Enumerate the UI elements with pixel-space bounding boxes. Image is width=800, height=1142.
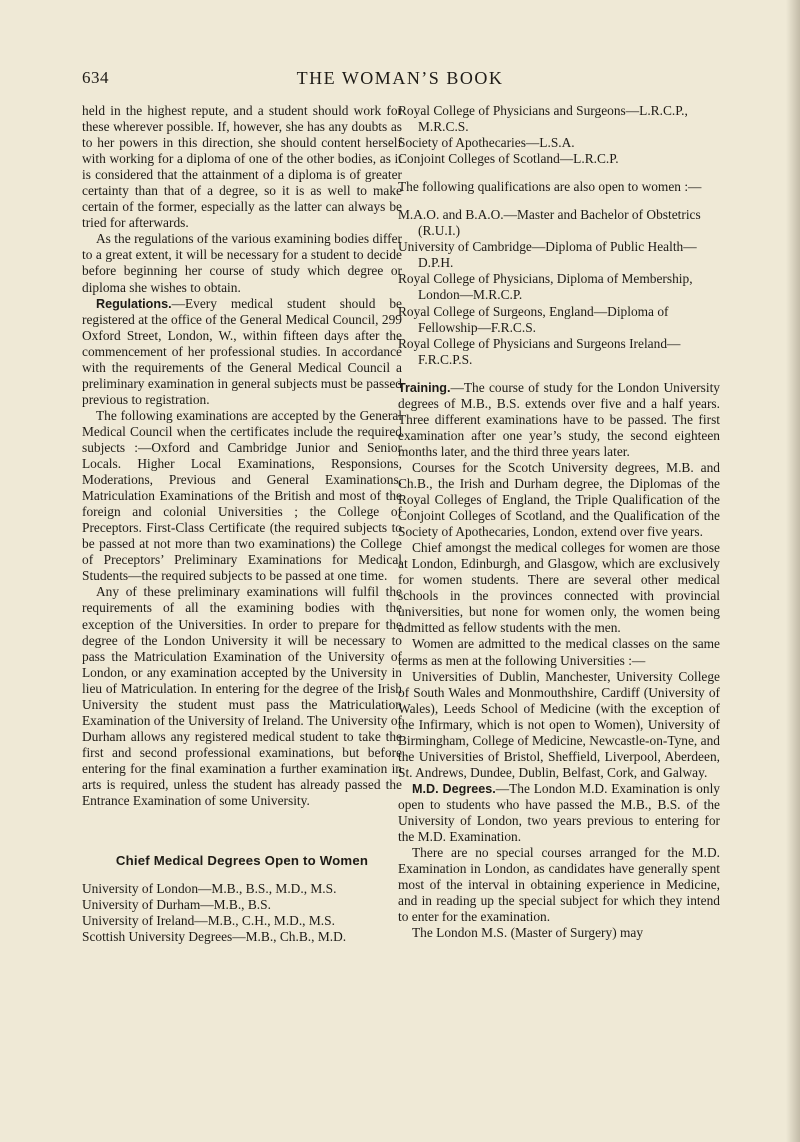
paragraph: As the regulations of the various examining bodies differ to a great extent, it will be necessary for a student to decide before beginning her course of study which degree or diploma she wishes to obtain. bbox=[82, 231, 402, 295]
page-edge-shadow bbox=[786, 0, 800, 1142]
diploma-item: Conjoint Colleges of Scotland—L.R.C.P. bbox=[398, 151, 619, 167]
paragraph-text: —The course of study for the London University degrees of M.B., B.S. extends over five and a half years. Three different examinations have to be passed. The first examination after one year’s study, the second eighteen months later, and the third three years later. bbox=[398, 379, 720, 459]
section-heading: Chief Medical Degrees Open to Women bbox=[115, 853, 369, 869]
page-header bbox=[0, 68, 800, 92]
paragraph: There are no special courses arranged for the M.D. Examination in London, as candidates have generally spent most of the interval in obtaining experience in Medicine, and in reading up the special subject for which they intend to enter for the examination. bbox=[398, 845, 720, 925]
paragraph-training bbox=[398, 380, 720, 460]
degree-item: University of London—M.B., B.S., M.D., M.S. bbox=[82, 881, 337, 897]
paragraph: Universities of Dublin, Manchester, University College of South Wales and Monmouthshire, Cardiff (University of Wales), Leeds School of Medicine (with the exception of the Infirmary, which is not open to Women), University of Birmingham, College of Medicine, Newcastle-on-Tyne, and the Universities of Bristol, Sheffield, Liverpool, Aberdeen, St. Andrews, Dundee, Dublin, Belfast, Cork, and Galway. bbox=[398, 668, 720, 780]
degree-item: University of Durham—M.B., B.S. bbox=[82, 897, 271, 913]
paragraph: The following qualifications are also open to women :— bbox=[398, 179, 702, 195]
paragraph-text: —Every medical student should be registered at the office of the General Medical Council, 299 Oxford Street, London, W., within fifteen days after the commencement of her professional studies. In accordance with the requirements of the General Medical Council a preliminary examination in general subjects must be passed previous to registration. bbox=[82, 295, 402, 407]
degree-item: University of Ireland—M.B., C.H., M.D., M.S. bbox=[82, 913, 335, 929]
paragraph: Any of these preliminary examinations will fulfil the requirements of all the examining bodies with the exception of the Universities. In order to prepare for the degree of the London University it will be necessary to pass the Matriculation Examination of the University of London, or any examination accepted by the University in lieu of Matriculation. In entering for the degree of the Irish University the student must pass the Matriculation Examination of the University of Ireland. The University of Durham allows any registered medical student to take the first and second professional examinations, but before entering for the final examination a further examination in arts is required, unless the student has already passed the Entrance Examination of some University. bbox=[82, 584, 402, 809]
paragraph: Women are admitted to the medical classes on the same terms as men at the following Universities :— bbox=[398, 636, 720, 668]
qualification-item: University of Cambridge—Diploma of Public Health—D.P.H. bbox=[398, 239, 697, 271]
spacer bbox=[398, 195, 720, 207]
paragraph: The London M.S. (Master of Surgery) may bbox=[412, 925, 644, 941]
spacer bbox=[398, 368, 720, 380]
diploma-item: Royal College of Physicians and Surgeons—L.R.C.P., M.R.C.S. bbox=[398, 103, 688, 135]
run-in-heading: M.D. Degrees. bbox=[412, 781, 496, 796]
paragraph: Courses for the Scotch University degrees, M.B. and Ch.B., the Irish and Durham degree, the Diplomas of the Royal Colleges of England, the Triple Qualification of the Conjoint Colleges of Scotland, and the Qualification of the Society of Apothecaries, London, extend over five years. bbox=[398, 459, 720, 540]
qualification-item: Royal College of Physicians and Surgeons Ireland—F.R.C.P.S. bbox=[398, 335, 681, 367]
page-number: 634 bbox=[82, 68, 109, 87]
running-title: THE WOMAN’S BOOK bbox=[296, 68, 504, 88]
paragraph-regulations bbox=[82, 296, 402, 408]
run-in-heading: Training. bbox=[398, 380, 451, 395]
paragraph-text: —The London M.D. Examination is only open to students who have passed the M.B., B.S. of the University of London, two years previous to entering for the M.D. Examination. bbox=[398, 780, 720, 845]
paragraph: The following examinations are accepted by the General Medical Council when the certificates include the required subjects :—Oxford and Cambridge Junior and Senior Locals. Higher Local Examinations, Responsions, Moderations, Previous and General Examinations, Matriculation Examinations of the British and most of the foreign and colonial Universities ; the College of Preceptors. First-Class Certificate (the required subjects to be passed at not more than two examinations) the College of Preceptors’ Preliminary Examinations for Medical Students—the required subjects to be passed at one time. bbox=[82, 407, 402, 584]
run-in-heading: Regulations. bbox=[96, 296, 172, 311]
paragraph: Chief amongst the medical colleges for women are those at London, Edinburgh, and Glasgow, which are exclusively for women students. There are several other medical schools in the provinces connected with provincial universities, but none for women only, the women being admitted as fellow students with the men. bbox=[398, 540, 720, 636]
left-column bbox=[82, 103, 402, 945]
paragraph: held in the highest repute, and a student should work for these wherever possible. If, however, she has any doubts as to her powers in this direction, she should content herself with working for a diploma of one of the other bodies, as it is considered that the attainment of a diploma is of greater certainty than that of a degree, so it is as well to make certain of the former, especially as the latter can always be tried for afterwards. bbox=[82, 103, 402, 231]
paragraph-md-degrees bbox=[398, 781, 720, 845]
right-column bbox=[398, 103, 720, 941]
diploma-item: Society of Apothecaries—L.S.A. bbox=[398, 135, 575, 151]
qualification-item: Royal College of Surgeons, England—Diploma of Fellowship—F.R.C.S. bbox=[398, 303, 669, 335]
spacer bbox=[398, 167, 720, 179]
qualification-item: Royal College of Physicians, Diploma of Membership, London—M.R.C.P. bbox=[398, 271, 693, 303]
degree-item: Scottish University Degrees—M.B., Ch.B., M.D. bbox=[82, 929, 347, 945]
qualification-item: M.A.O. and B.A.O.—Master and Bachelor of Obstetrics (R.U.I.) bbox=[398, 207, 701, 239]
